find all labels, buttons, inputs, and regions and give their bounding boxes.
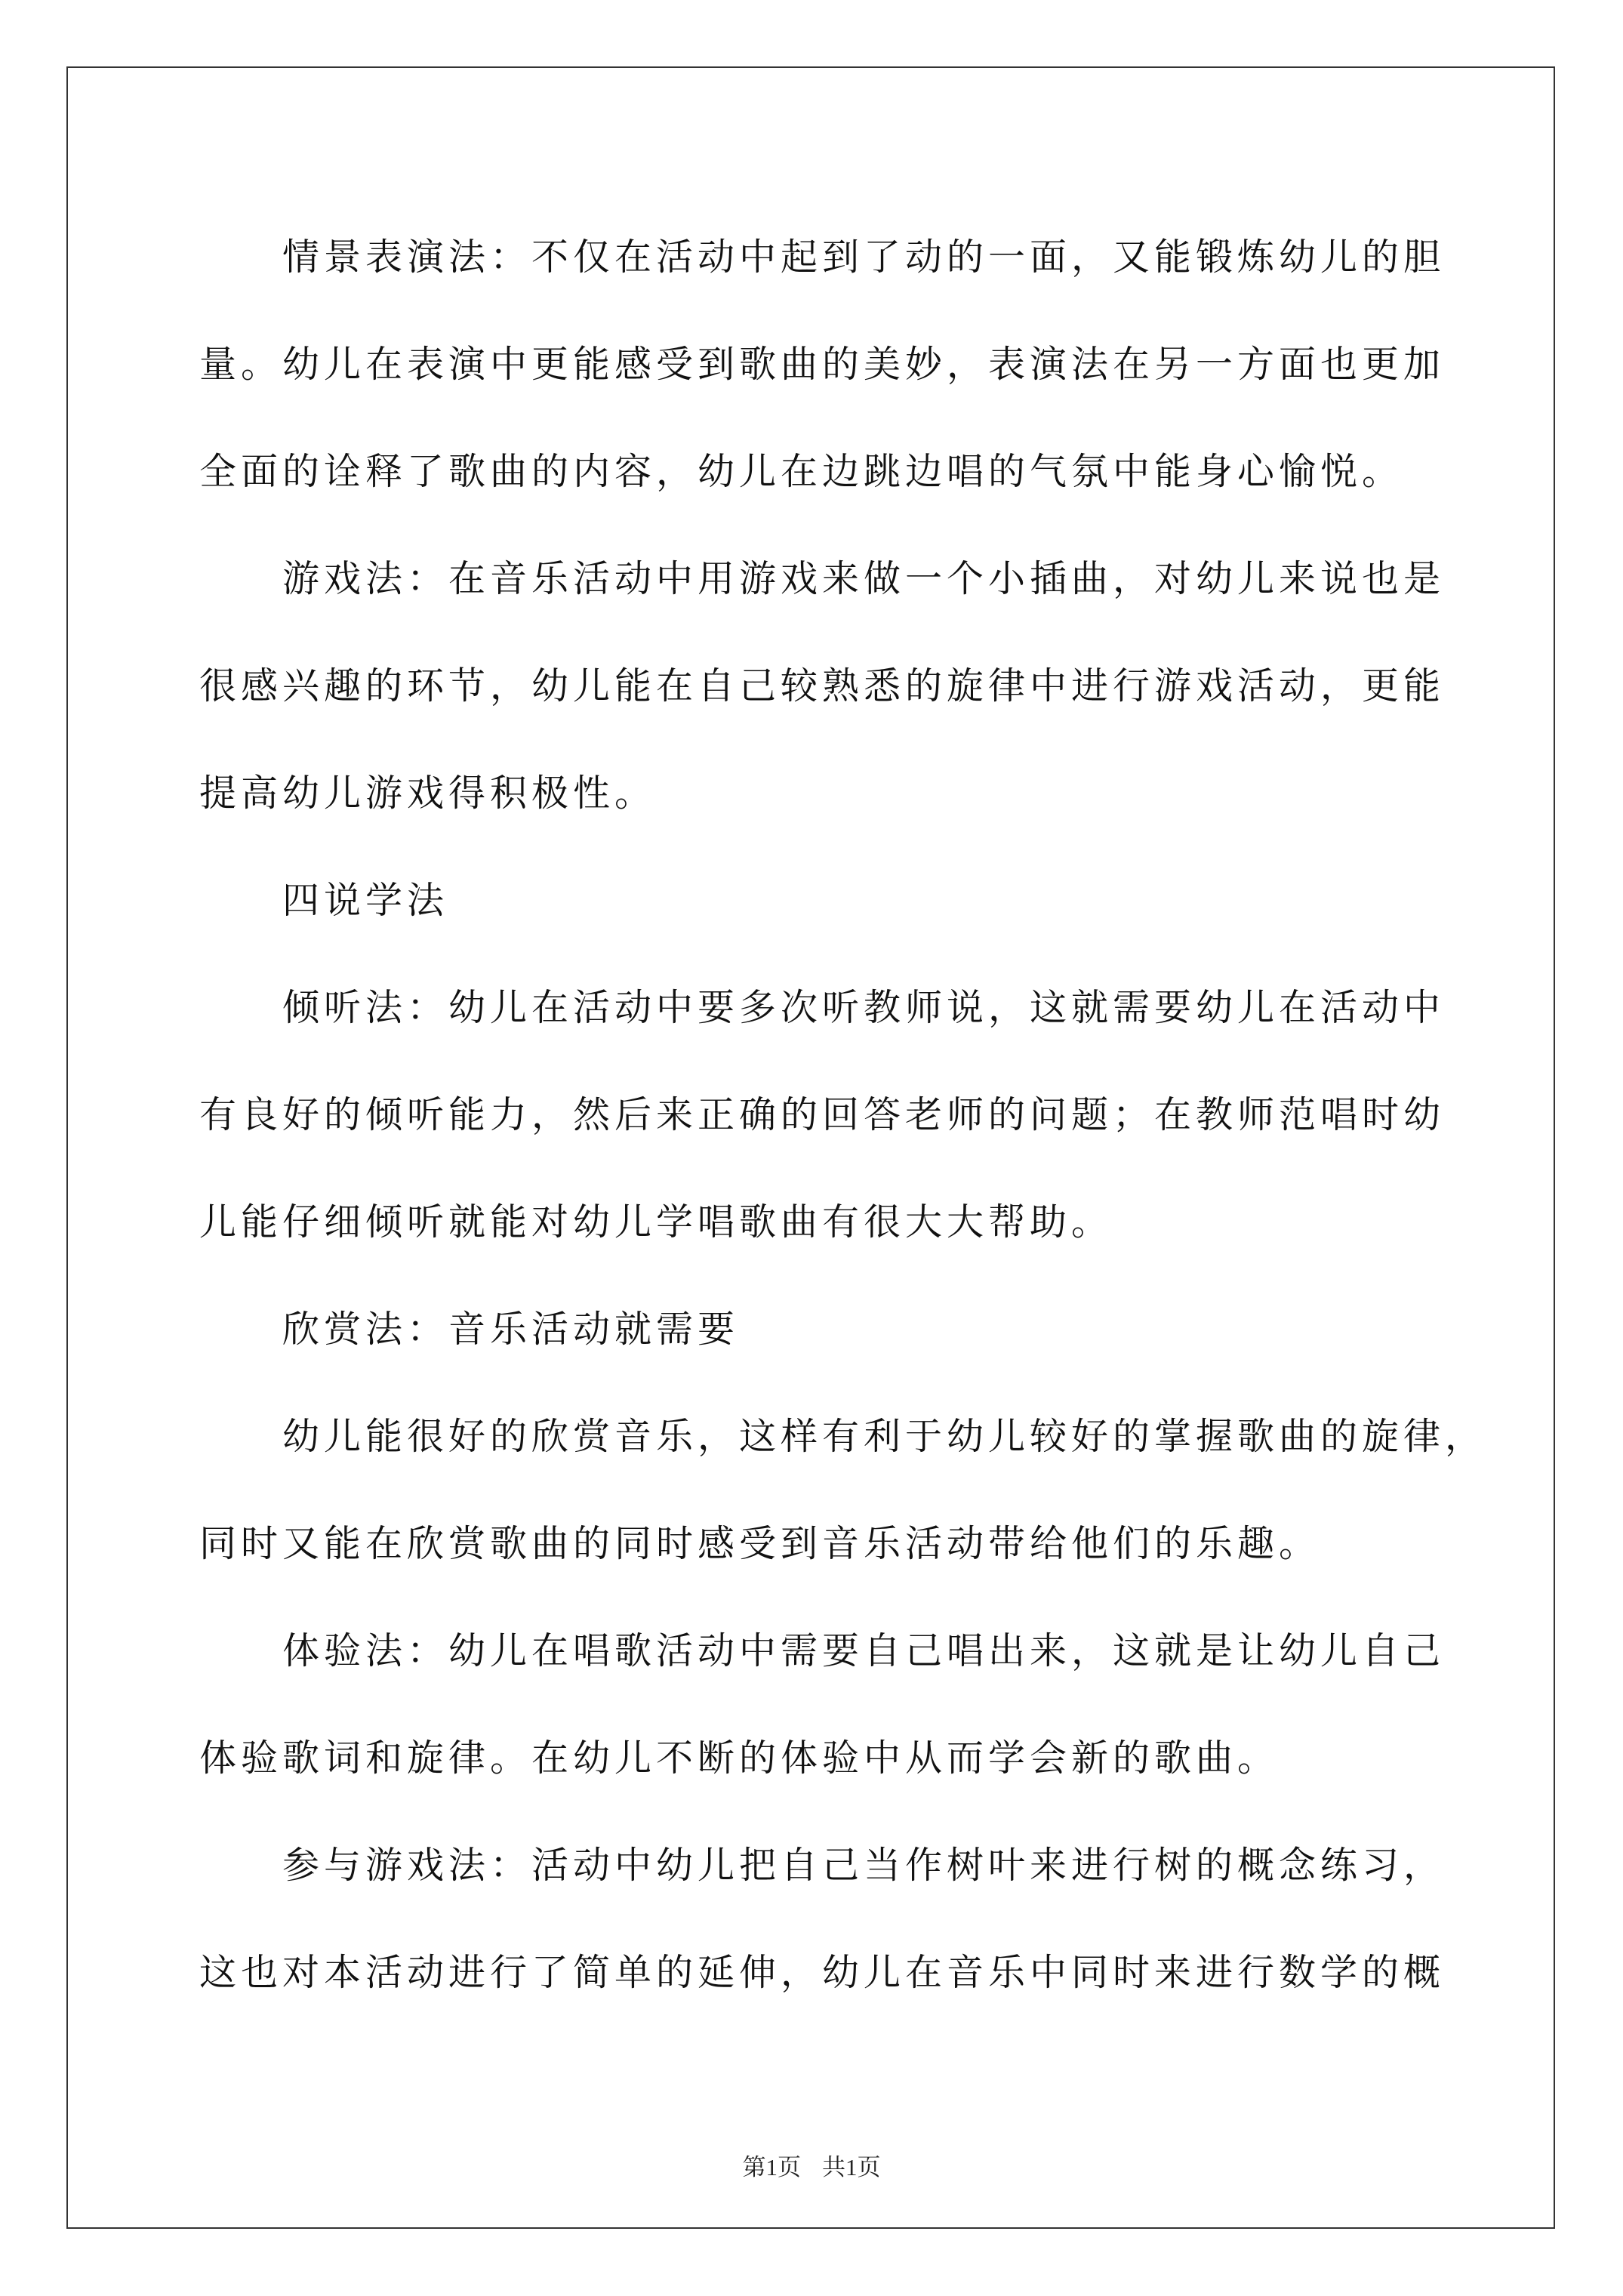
text-line: 幼儿能很好的欣赏音乐，这样有利于幼儿较好的掌握歌曲的旋律， — [282, 1415, 1487, 1458]
paragraph-situational-performance — [199, 204, 1446, 525]
paragraph-listening-method — [199, 954, 1446, 1276]
paragraph-experience-method — [199, 1598, 1446, 1812]
page-footer — [0, 2148, 1623, 2182]
text-line: 量。幼儿在表演中更能感受到歌曲的美妙，表演法在另一方面也更加 — [199, 343, 1446, 386]
text-line: 欣赏法：音乐活动就需要 — [282, 1308, 740, 1351]
text-line: 这也对本活动进行了简单的延伸，幼儿在音乐中同时来进行数学的概 — [199, 1951, 1446, 1994]
text-line: 儿能仔细倾听就能对幼儿学唱歌曲有很大大帮助。 — [199, 1200, 1113, 1244]
text-line: 游戏法：在音乐活动中用游戏来做一个小插曲，对幼儿来说也是 — [282, 557, 1446, 600]
paragraph-participation-game-method — [199, 1812, 1446, 2026]
document-body — [199, 204, 1487, 2026]
total-pages: 共1页 — [822, 2154, 881, 2180]
text-line: 同时又能在欣赏歌曲的同时感受到音乐活动带给他们的乐趣。 — [199, 1522, 1321, 1565]
paragraph-appreciation-method — [199, 1276, 1437, 1383]
text-line: 全面的诠释了歌曲的内容，幼儿在边跳边唱的气氛中能身心愉悦。 — [199, 450, 1404, 493]
text-line: 很感兴趣的环节，幼儿能在自己较熟悉的旋律中进行游戏活动，更能 — [199, 664, 1446, 707]
text-line: 情景表演法：不仅在活动中起到了动的一面，又能锻炼幼儿的胆 — [282, 236, 1446, 279]
page-number: 第1页 — [742, 2154, 801, 2180]
text-line: 四说学法 — [282, 879, 449, 922]
text-line: 提高幼儿游戏得积极性。 — [199, 772, 657, 815]
text-line: 体验法：幼儿在唱歌活动中需要自己唱出来，这就是让幼儿自己 — [282, 1629, 1446, 1672]
text-line: 参与游戏法：活动中幼儿把自己当作树叶来进行树的概念练习， — [282, 1844, 1446, 1887]
paragraph-game-method — [199, 525, 1446, 847]
text-line: 有良好的倾听能力，然后来正确的回答老师的问题；在教师范唱时幼 — [199, 1093, 1446, 1136]
text-line: 体验歌词和旋律。在幼儿不断的体验中从而学会新的歌曲。 — [199, 1737, 1280, 1780]
text-line: 倾听法：幼儿在活动中要多次听教师说，这就需要幼儿在活动中 — [282, 986, 1446, 1029]
section-heading-learning-methods — [199, 847, 1437, 954]
paragraph-appreciation-continued — [199, 1383, 1487, 1598]
